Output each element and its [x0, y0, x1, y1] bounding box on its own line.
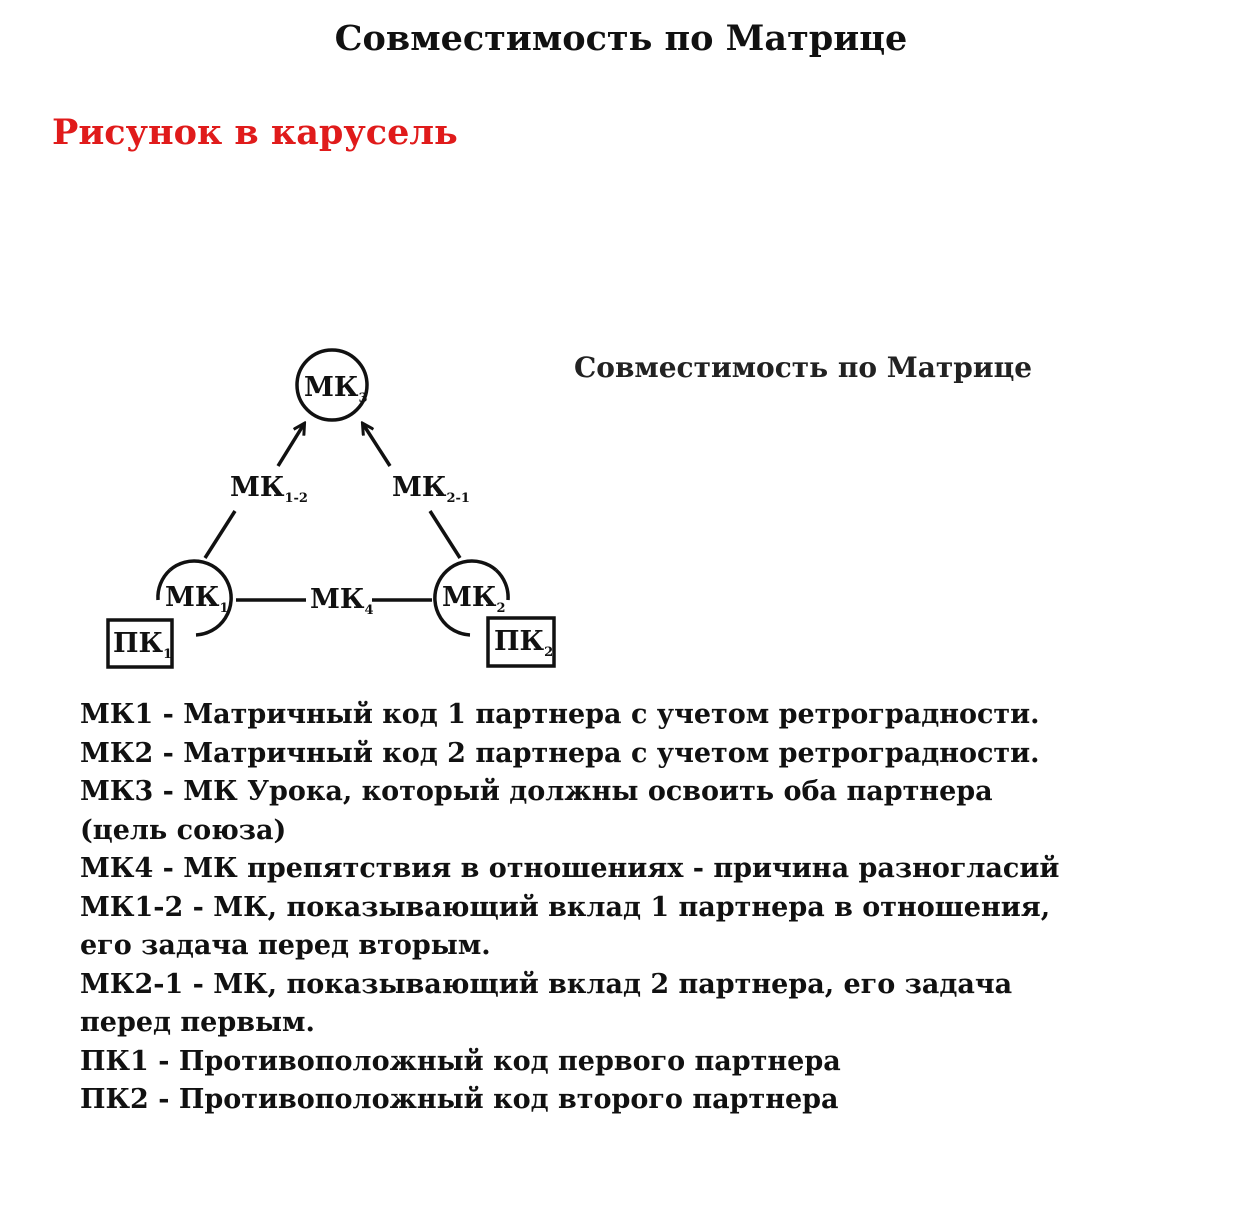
node-mk2-label: МК — [442, 582, 497, 613]
legend-item: МК2 - Матричный код 2 партнера с учетом ретроградности. — [80, 737, 1040, 769]
legend-item: МК2-1 - МК, показывающий вклад 2 партнера, его задача — [80, 968, 1013, 1000]
svg-text:МК2 — [442, 582, 506, 616]
svg-text:МК2-1 — [392, 472, 470, 506]
node-pk1 — [108, 620, 172, 667]
node-pk2-sub: 2 — [544, 645, 554, 660]
diagram-title: Совместимость по Матрице — [574, 351, 1033, 384]
svg-text:МК4 — [310, 584, 374, 618]
svg-text:МК3 — [304, 372, 368, 406]
edge-mk4-label: МК — [310, 584, 365, 615]
node-pk2-label: ПК — [494, 626, 545, 657]
node-pk1-sub: 1 — [163, 647, 173, 662]
node-pk1-label: ПК — [113, 628, 164, 659]
node-mk1-sub: 1 — [219, 601, 229, 616]
legend-item: перед первым. — [80, 1007, 315, 1038]
edge-mk2-1-sub: 2-1 — [446, 491, 470, 506]
legend-list — [80, 696, 1200, 1120]
legend-item: МК3 - МК Урока, который должны освоить оба партнера — [80, 776, 993, 807]
edge-mk1-2-sub: 1-2 — [284, 491, 308, 506]
edge-mk1-2 — [205, 424, 308, 558]
node-pk2 — [488, 618, 554, 666]
edge-mk1-2-label: МК — [230, 472, 285, 503]
legend-item: ПК1 - Противоположный код первого партнера — [80, 1045, 841, 1077]
node-mk2-sub: 2 — [496, 601, 506, 616]
legend-item: МК1-2 - МК, показывающий вклад 1 партнера в отношения, — [80, 891, 1051, 923]
legend-item: МК4 - МК препятствия в отношениях - причина разногласий — [80, 853, 1060, 884]
carousel-subtitle: Рисунок в карусель — [52, 112, 458, 153]
page-title: Совместимость по Матрице — [334, 18, 908, 59]
node-mk3-label: МК — [304, 372, 359, 403]
edge-mk2-1-label: МК — [392, 472, 447, 503]
legend-item: МК1 - Матричный код 1 партнера с учетом ретроградности. — [80, 699, 1040, 730]
svg-text:МК1 — [165, 582, 229, 616]
svg-text:МК1-2 — [230, 472, 308, 506]
node-mk3-sub: 3 — [358, 391, 368, 406]
node-mk3 — [297, 350, 368, 420]
edge-mk4 — [236, 584, 432, 618]
legend-item: его задача перед вторым. — [80, 930, 491, 961]
edge-mk4-sub: 4 — [364, 603, 374, 618]
legend-item: (цель союза) — [80, 814, 287, 846]
node-mk1-label: МК — [165, 582, 220, 613]
legend-item: ПК2 - Противоположный код второго партнера — [80, 1084, 839, 1115]
edge-mk2-1 — [363, 424, 470, 558]
